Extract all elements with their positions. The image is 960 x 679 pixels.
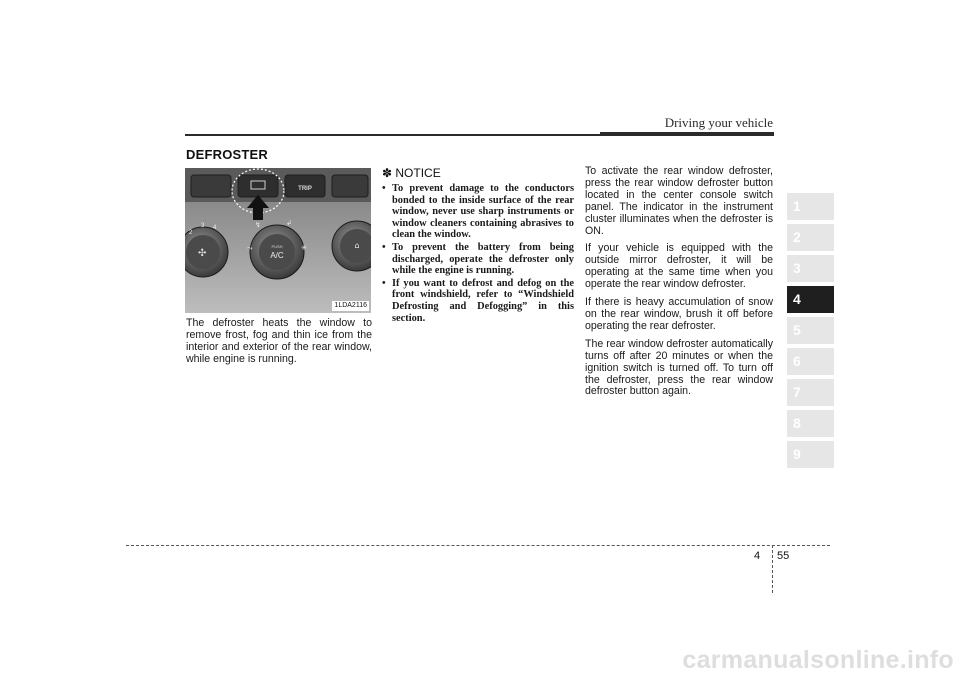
- climate-control-panel-illustration: [185, 168, 371, 313]
- chapter-tab-3[interactable]: 3: [787, 255, 834, 282]
- notice-item-text: To prevent the battery from being discharged, operate the defroster only while the engine is running.: [392, 241, 574, 277]
- svg-text:✣: ✣: [198, 248, 207, 259]
- chapter-tab-6[interactable]: 6: [787, 348, 834, 375]
- notice-title: ✽ NOTICE: [382, 166, 441, 180]
- page-header-title: Driving your vehicle: [664, 115, 773, 130]
- notice-item-text: To prevent damage to the conductors bonded to the inside surface of the rear window, never use sharp instruments or window cleaners containing abrasives to clean the window.: [392, 183, 574, 241]
- paragraph: To activate the rear window defroster, press the rear window defroster button located in the center console switch panel. The indicator in the instrument cluster illuminates when the defroster is ON.: [585, 165, 773, 237]
- footer-rule: [126, 545, 830, 546]
- header-rule-accent: [600, 132, 774, 136]
- bullet: •: [382, 241, 386, 253]
- push-label: PUSH: [271, 244, 283, 249]
- svg-text:↯: ↯: [255, 221, 261, 229]
- chapter-tab-7[interactable]: 7: [787, 379, 834, 406]
- svg-text:↲: ↲: [286, 219, 292, 227]
- fan-label-2: 2: [189, 230, 193, 236]
- photo-reference-label: 1LDA2116: [334, 302, 367, 309]
- bullet: •: [382, 183, 386, 194]
- chapter-tabs: [787, 193, 834, 472]
- fan-label-4: 4: [213, 225, 217, 231]
- notice-box: [382, 166, 574, 325]
- chapter-tab-9[interactable]: 9: [787, 441, 834, 468]
- watermark: carmanualsonline.info: [682, 646, 954, 674]
- list-item: [382, 242, 574, 277]
- paragraph: If your vehicle is equipped with the outside mirror defroster, it will be operating at the same time when you operate the rear window defroster.: [585, 242, 773, 291]
- bullet: •: [382, 277, 386, 289]
- paragraph: The rear window defroster automatically turns off after 20 minutes or when the ignition switch is turned off. To turn off the defroster, press the rear window defroster button again.: [585, 337, 773, 398]
- svg-text:⤳: ⤳: [247, 244, 253, 252]
- svg-text:⌂: ⌂: [354, 241, 360, 250]
- fan-label-3: 3: [201, 223, 205, 229]
- hazard-button: [191, 175, 231, 197]
- list-item: [382, 183, 574, 241]
- page-chapter-number: 4: [754, 550, 761, 562]
- chapter-tab-2[interactable]: 2: [787, 224, 834, 251]
- chapter-tab-5[interactable]: 5: [787, 317, 834, 344]
- list-item: [382, 278, 574, 324]
- chapter-tab-1[interactable]: 1: [787, 193, 834, 220]
- notice-item-text: If you want to defrost and defog on the front windshield, refer to “Windshield Defrosting and Defogging” in this section.: [392, 277, 574, 324]
- svg-text:✳: ✳: [301, 244, 307, 252]
- intro-paragraph: The defroster heats the window to remove frost, fog and thin ice from the interior and exterior of the rear window, while engine is running.: [186, 317, 372, 365]
- right-column: [585, 166, 773, 404]
- paragraph: If there is heavy accumulation of snow on the rear window, brush it off before operating the rear defroster.: [585, 296, 773, 332]
- page-number: 55: [777, 550, 790, 562]
- notice-list: [382, 183, 574, 324]
- ac-label: A/C: [270, 251, 284, 260]
- chapter-tab-4[interactable]: 4: [787, 286, 834, 313]
- trip-button-label: TRIP: [298, 186, 312, 192]
- section-title: DEFROSTER: [186, 147, 268, 162]
- defroster-photo: [185, 168, 371, 313]
- footer-divider: [772, 545, 773, 593]
- extra-button: [332, 175, 368, 197]
- rear-defroster-button: [238, 175, 278, 197]
- chapter-tab-8[interactable]: 8: [787, 410, 834, 437]
